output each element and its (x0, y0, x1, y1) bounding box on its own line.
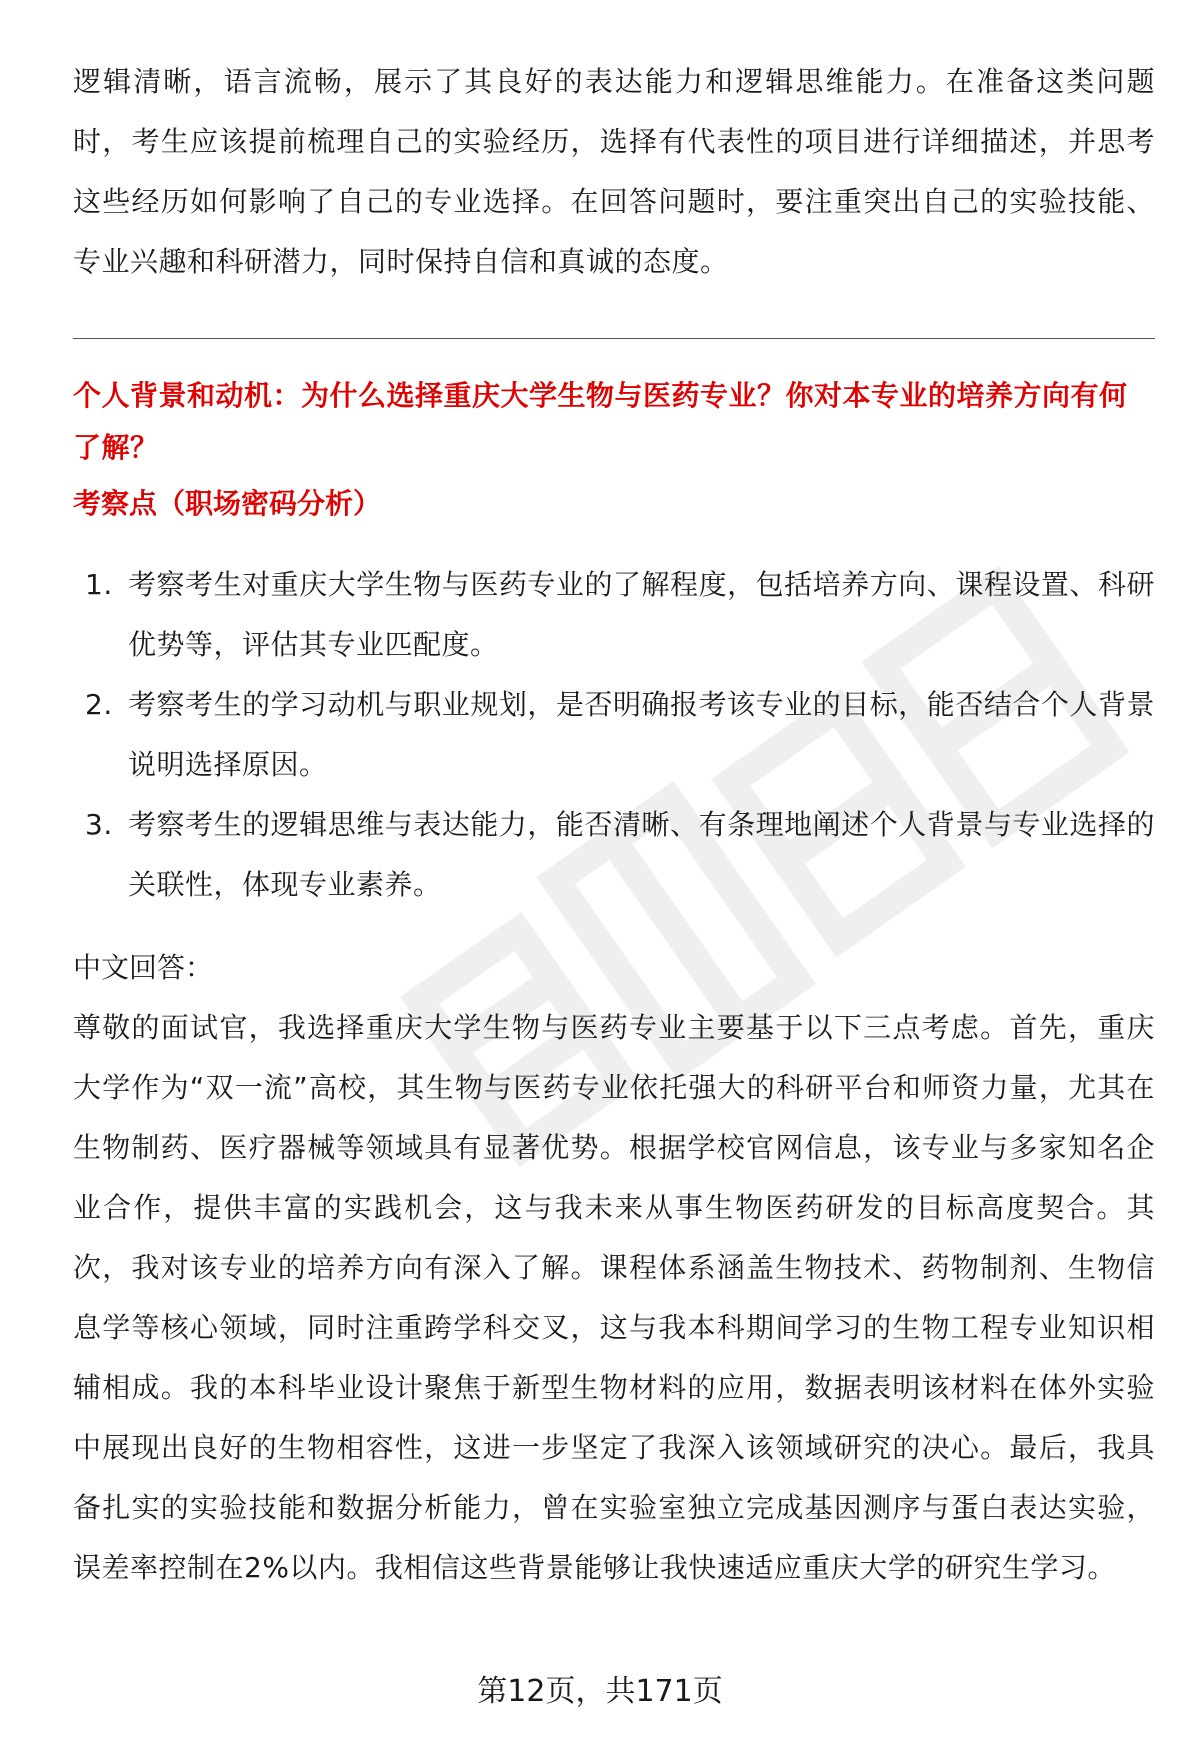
list-item-text: 考察考生对重庆大学生物与医药专业的了解程度，包括培养方向、课程设置、科研优势等，评估其专业匹配度。 (128, 568, 1155, 661)
intro-paragraph: 逻辑清晰，语言流畅，展示了其良好的表达能力和逻辑思维能力。在准备这类问题时，考生应该提前梳理自己的实验经历，选择有代表性的项目进行详细描述，并思考这些经历如何影响了自己的专业选择。在回答问题时，要注重突出自己的实验技能、专业兴趣和科研潜力，同时保持自信和真诚的态度。 (73, 65, 1155, 278)
list-item (73, 555, 1155, 675)
page-number-footer: 第12页，共171页 (477, 1674, 723, 1709)
section-divider (73, 338, 1155, 339)
list-item-number: 1. (85, 568, 113, 601)
list-item-number: 3. (85, 808, 113, 841)
list-item-text: 考察考生的逻辑思维与表达能力，能否清晰、有条理地阐述个人背景与专业选择的关联性，体现专业素养。 (128, 808, 1155, 901)
answer-label: 中文回答： (73, 951, 214, 984)
answer-paragraph: 尊敬的面试官，我选择重庆大学生物与医药专业主要基于以下三点考虑。首先，重庆大学作为“双一流”高校，其生物与医药专业依托强大的科研平台和师资力量，尤其在生物制药、医疗器械等领域具有显著优势。根据学校官网信息，该专业与多家知名企业合作，提供丰富的实践机会，这与我未来从事生物医药研发的目标高度契合。其次，我对该专业的培养方向有深入了解。课程体系涵盖生物技术、药物制剂、生物信息学等核心领域，同时注重跨学科交叉，这与我本科期间学习的生物工程专业知识相辅相成。我的本科毕业设计聚焦于新型生物材料的应用，数据表明该材料在体外实验中展现出良好的生物相容性，这进一步坚定了我深入该领域研究的决心。最后，我具备扎实的实验技能和数据分析能力，曾在实验室独立完成基因测序与蛋白表达实验，误差率控制在2%以内。我相信这些背景能够让我快速适应重庆大学的研究生学习。 (73, 1011, 1155, 1584)
points-list (73, 555, 1155, 915)
question-heading: 个人背景和动机：为什么选择重庆大学生物与医药专业？你对本专业的培养方向有何了解？ (73, 379, 1128, 464)
list-item (73, 795, 1155, 915)
list-item-text: 考察考生的学习动机与职业规划，是否明确报考该专业的目标，能否结合个人背景说明选择原因。 (128, 688, 1155, 781)
section-title: 考察点（职场密码分析） (73, 487, 382, 520)
list-item-number: 2. (85, 688, 113, 721)
list-item (73, 675, 1155, 795)
